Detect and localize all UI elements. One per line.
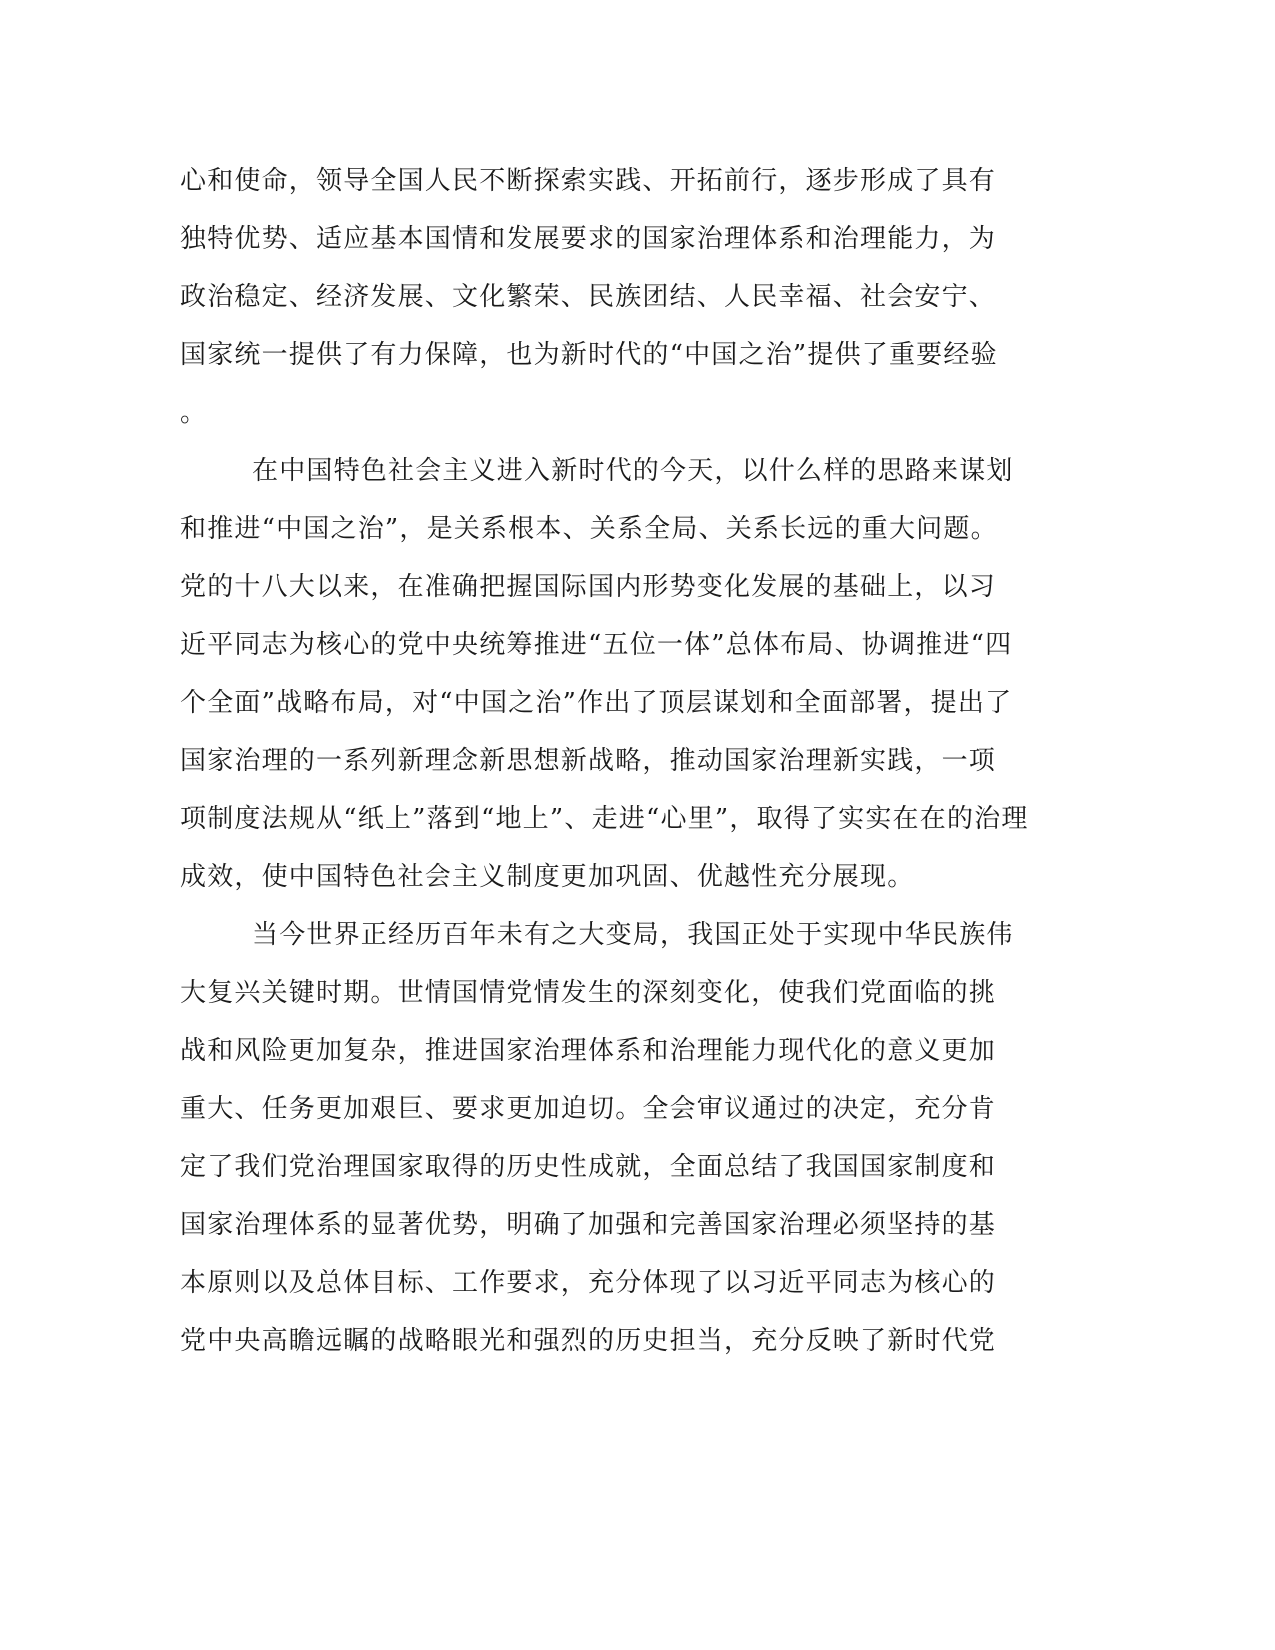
text-line: 重大、任务更加艰巨、要求更加迫切。全会审议通过的决定，充分肯 [180,1094,997,1124]
text-line: 国家统一提供了有力保障，也为新时代的“中国之治”提供了重要经验 [180,340,998,370]
text-line: 项制度法规从“纸上”落到“地上”、走进“心里”，取得了实实在在的治理 [180,804,1029,834]
body-text [180,152,1040,1370]
paragraph-first-line: 在中国特色社会主义进入新时代的今天，以什么样的思路来谋划 [252,456,1014,486]
text-line: 心和使命，领导全国人民不断探索实践、开拓前行，逐步形成了具有 [180,166,997,196]
text-line: 定了我们党治理国家取得的历史性成就，全面总结了我国国家制度和 [180,1152,997,1182]
text-line: 大复兴关键时期。世情国情党情发生的深刻变化，使我们党面临的挑 [180,978,997,1008]
text-line: 和推进“中国之治”，是关系根本、关系全局、关系长远的重大问题。 [180,514,998,544]
text-line: 独特优势、适应基本国情和发展要求的国家治理体系和治理能力，为 [180,224,997,254]
text-line: 个全面”战略布局，对“中国之治”作出了顶层谋划和全面部署，提出了 [180,688,1013,718]
text-line: 国家治理体系的显著优势，明确了加强和完善国家治理必须坚持的基 [180,1210,997,1240]
text-line: 本原则以及总体目标、工作要求，充分体现了以习近平同志为核心的 [180,1268,997,1298]
text-line: 战和风险更加复杂，推进国家治理体系和治理能力现代化的意义更加 [180,1036,997,1066]
text-line: 政治稳定、经济发展、文化繁荣、民族团结、人民幸福、社会安宁、 [180,282,997,312]
text-line: 党中央高瞻远瞩的战略眼光和强烈的历史担当，充分反映了新时代党 [180,1326,997,1356]
paragraph-first-line: 当今世界正经历百年未有之大变局，我国正处于实现中华民族伟 [252,920,1014,950]
text-line: 国家治理的一系列新理念新思想新战略，推动国家治理新实践，一项 [180,746,997,776]
text-line: 成效，使中国特色社会主义制度更加巩固、优越性充分展现。 [180,862,915,892]
text-line: 近平同志为核心的党中央统筹推进“五位一体”总体布局、协调推进“四 [180,630,1013,660]
text-line: 。 [180,398,208,428]
text-line: 党的十八大以来，在准确把握国际国内形势变化发展的基础上，以习 [180,572,997,602]
